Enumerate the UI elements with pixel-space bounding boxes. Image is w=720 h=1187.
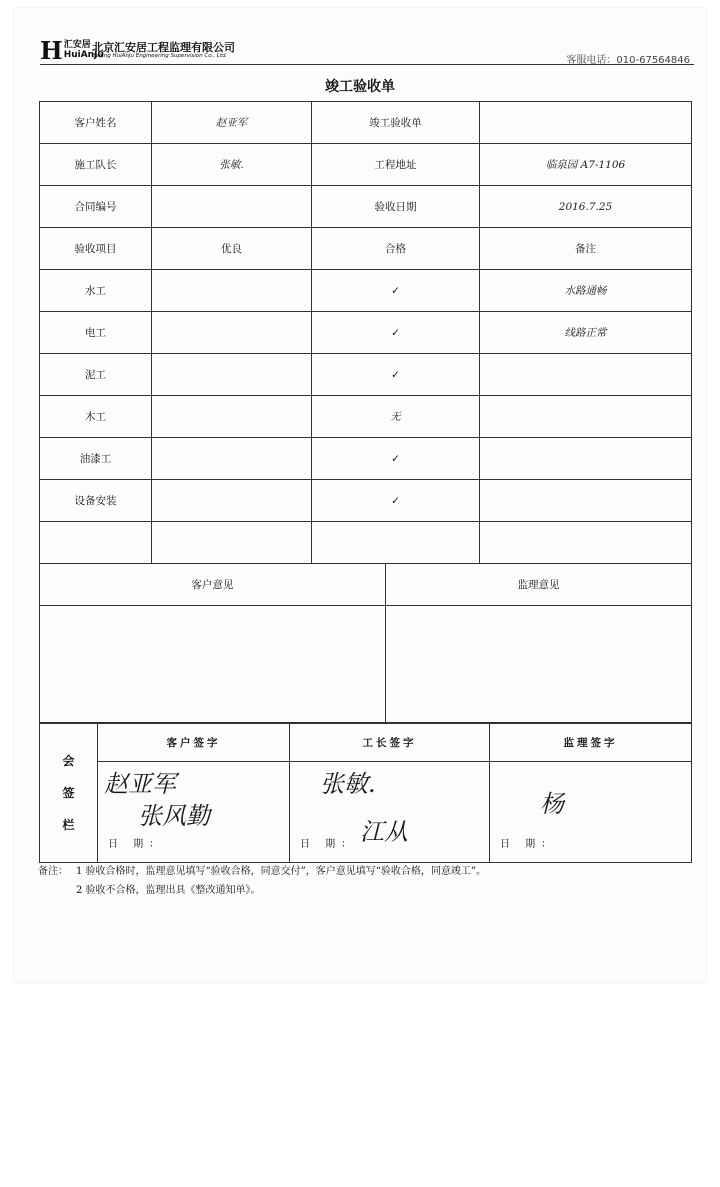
logo-en: HuiAnJu [63, 50, 104, 60]
item-good [152, 270, 312, 312]
foreman-value: 张敏. [152, 144, 312, 186]
label-acceptance-date: 验收日期 [312, 186, 480, 228]
item-good [152, 312, 312, 354]
header-rule [40, 64, 694, 65]
header-good: 优良 [152, 228, 312, 270]
address-value: 临泉园 A7-1106 [480, 144, 692, 186]
opinion-table [39, 563, 692, 724]
item-note [480, 480, 692, 522]
foreman-signature: 张敏. [320, 770, 376, 798]
customer-sign-head: 客户签字 [98, 723, 290, 762]
notes-line-2: 2 验收不合格，监理出具《整改通知单》。 [76, 885, 261, 896]
item-pass-value: 无 [312, 396, 480, 438]
item-name: 木工 [40, 396, 152, 438]
customer-signature-2: 张风勤 [138, 802, 210, 830]
item-name: 水工 [40, 270, 152, 312]
item-pass-check: ✓ [312, 480, 480, 522]
table-row [40, 186, 692, 228]
item-name: 泥工 [40, 354, 152, 396]
table-row [40, 438, 692, 480]
item-note [480, 354, 692, 396]
item-good [152, 396, 312, 438]
table-row [40, 102, 692, 144]
item-good [152, 438, 312, 480]
signature-table [39, 722, 692, 863]
table-row [40, 396, 692, 438]
supervisor-sign-head: 监理签字 [490, 723, 692, 762]
customer-name-value: 赵亚军 [152, 102, 312, 144]
header-item: 验收项目 [40, 228, 152, 270]
label-customer-name: 客户姓名 [40, 102, 152, 144]
table-row [40, 270, 692, 312]
foreman-sign-head: 工长签字 [290, 723, 490, 762]
table-row [40, 522, 692, 564]
supervisor-opinion-box [386, 606, 692, 724]
acceptance-table [39, 101, 692, 564]
company-name-en: Beijing HuiAnJu Engineering Supervision Co., Ltd. [92, 53, 228, 59]
item-note [480, 438, 692, 480]
item-name [40, 522, 152, 564]
notes [38, 862, 486, 900]
supervisor-date-label: 日 期： [500, 839, 558, 850]
label-contract-no: 合同编号 [40, 186, 152, 228]
logo-mark: H [40, 36, 63, 65]
countersign-label [40, 723, 98, 863]
customer-signature-1: 赵亚军 [104, 770, 176, 798]
item-pass [312, 522, 480, 564]
company-name: 北京汇安居工程监理有限公司 [92, 41, 235, 54]
notes-line-1: 1 验收合格时，监理意见填写“验收合格，同意交付”，客户意见填写“验收合格，同意竣工”。 [76, 866, 486, 877]
item-pass-check: ✓ [312, 270, 480, 312]
foreman-sign-cell [290, 762, 490, 863]
contract-no-value [152, 186, 312, 228]
form-title: 竣工验收单 [325, 79, 395, 95]
foreman-date-label: 日 期： [300, 839, 358, 850]
acceptance-date-value: 2016.7.25 [480, 186, 692, 228]
label-address: 工程地址 [312, 144, 480, 186]
item-name: 油漆工 [40, 438, 152, 480]
item-good [152, 480, 312, 522]
item-note [480, 522, 692, 564]
item-note [480, 396, 692, 438]
customer-sign-cell [98, 762, 290, 863]
customer-opinion-label: 客户意见 [40, 564, 386, 606]
customer-date-label: 日 期： [108, 839, 166, 850]
item-good [152, 522, 312, 564]
countersign-char-3: 栏 [62, 817, 75, 832]
table-row [40, 144, 692, 186]
supervisor-sign-cell [490, 762, 692, 863]
table-row [40, 312, 692, 354]
table-header-row [40, 228, 692, 270]
item-pass-check: ✓ [312, 354, 480, 396]
countersign-char-2: 签 [62, 785, 75, 800]
item-name: 设备安装 [40, 480, 152, 522]
table-row [40, 354, 692, 396]
table-row [40, 480, 692, 522]
item-name: 电工 [40, 312, 152, 354]
item-pass-check: ✓ [312, 438, 480, 480]
item-pass-check: ✓ [312, 312, 480, 354]
header-note: 备注 [480, 228, 692, 270]
item-note: 水路通畅 [480, 270, 692, 312]
label-foreman: 施工队长 [40, 144, 152, 186]
item-note: 线路正常 [480, 312, 692, 354]
notes-prefix: 备注： [38, 866, 68, 877]
header-pass: 合格 [312, 228, 480, 270]
acceptance-value [480, 102, 692, 144]
countersign-char-1: 会 [62, 753, 75, 768]
item-good [152, 354, 312, 396]
supervisor-signature: 杨 [540, 790, 564, 818]
customer-opinion-box [40, 606, 386, 724]
foreman-signature-2: 江从 [360, 818, 408, 846]
service-phone: 客服电话：010-67564846 [566, 55, 690, 66]
logo-cn: 汇安居 [63, 40, 91, 50]
supervisor-opinion-label: 监理意见 [386, 564, 692, 606]
label-acceptance: 竣工验收单 [312, 102, 480, 144]
